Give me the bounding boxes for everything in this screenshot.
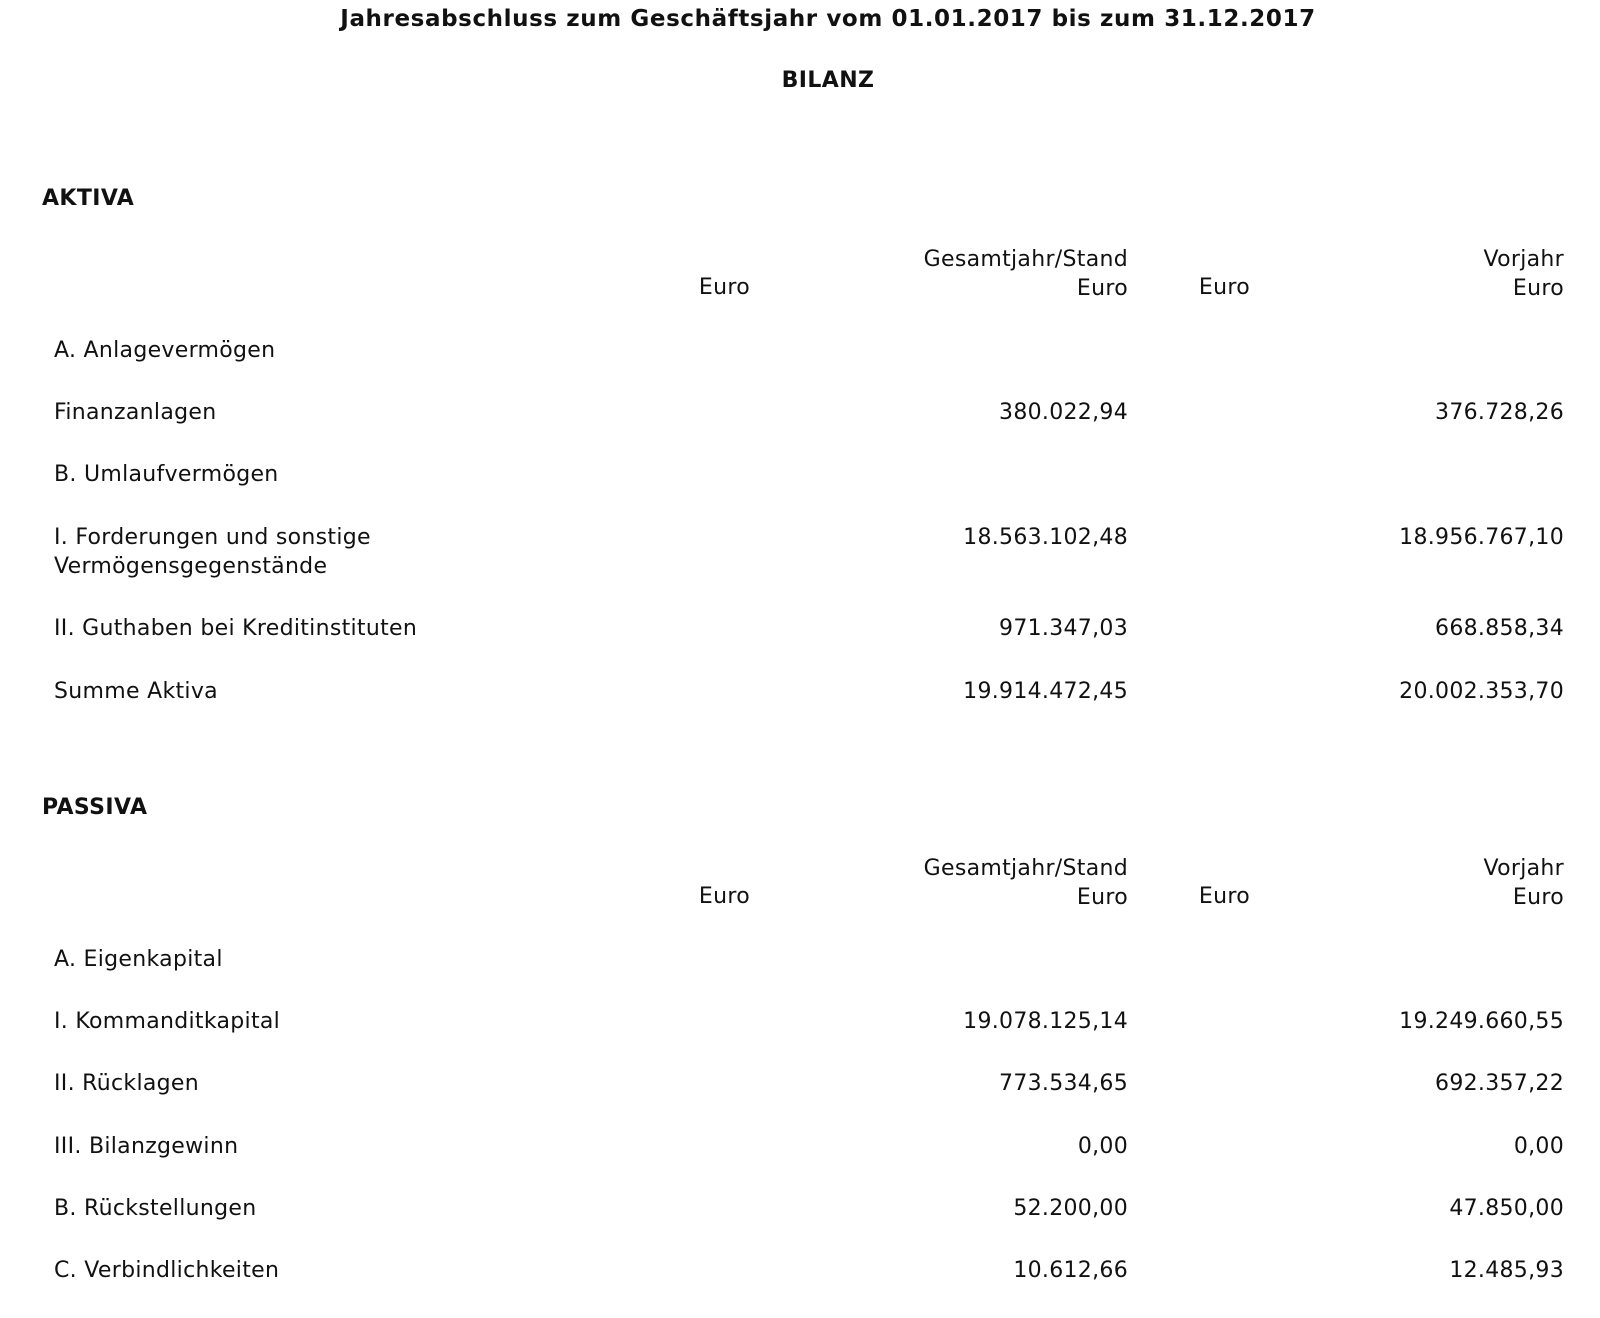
passiva-header-previous-unit: Euro <box>1512 885 1564 910</box>
row-label: III. Bilanzgewinn <box>54 1134 239 1159</box>
row-label: I. Kommanditkapital <box>54 1009 281 1034</box>
row-label: Summe Aktiva <box>54 679 218 704</box>
aktiva-header-previous-title: Vorjahr <box>1483 247 1564 272</box>
row-current-value: 380.022,94 <box>999 400 1128 425</box>
row-current-value: 18.563.102,48 <box>963 525 1128 550</box>
passiva-column-header <box>0 854 1600 916</box>
passiva-header-previous <box>1240 854 1564 912</box>
row-current-value: 971.347,03 <box>999 616 1128 641</box>
aktiva-header-euro-2: Euro <box>1198 275 1250 300</box>
aktiva-header-current-title: Gesamtjahr/Stand <box>923 247 1128 272</box>
passiva-header-euro-2: Euro <box>1198 884 1250 909</box>
row-previous-value: 47.850,00 <box>1449 1196 1564 1221</box>
row-current-value: 19.078.125,14 <box>963 1009 1128 1034</box>
row-current-value: 0,00 <box>1077 1134 1128 1159</box>
row-current-value: 19.914.472,45 <box>963 679 1128 704</box>
aktiva-column-header <box>0 245 1600 307</box>
row-previous-value: 18.956.767,10 <box>1399 525 1564 550</box>
row-previous-value: 20.002.353,70 <box>1399 679 1564 704</box>
row-label: Finanzanlagen <box>54 400 217 425</box>
row-label: B. Umlaufvermögen <box>54 462 279 487</box>
row-label: I. Forderungen und sonstige Vermögensgegenstände <box>54 525 371 579</box>
row-label: A. Anlagevermögen <box>54 338 276 363</box>
passiva-heading: PASSIVA <box>42 795 148 820</box>
row-current-value: 10.612,66 <box>1013 1258 1128 1283</box>
row-current-value: 773.534,65 <box>999 1071 1128 1096</box>
row-label: II. Rücklagen <box>54 1071 199 1096</box>
document-subtitle: BILANZ <box>781 68 875 93</box>
row-label: C. Verbindlichkeiten <box>54 1258 280 1283</box>
passiva-header-current-title: Gesamtjahr/Stand <box>923 856 1128 881</box>
row-label: B. Rückstellungen <box>54 1196 257 1221</box>
aktiva-heading: AKTIVA <box>42 186 135 211</box>
row-previous-value: 692.357,22 <box>1435 1071 1564 1096</box>
passiva-header-current-unit: Euro <box>1076 885 1128 910</box>
passiva-header-euro-1: Euro <box>698 884 750 909</box>
row-previous-value: 19.249.660,55 <box>1399 1009 1564 1034</box>
row-current-value: 52.200,00 <box>1013 1196 1128 1221</box>
row-label: A. Eigenkapital <box>54 947 223 972</box>
row-previous-value: 12.485,93 <box>1449 1258 1564 1283</box>
aktiva-header-current-unit: Euro <box>1076 276 1128 301</box>
row-previous-value: 668.858,34 <box>1435 616 1564 641</box>
row-previous-value: 376.728,26 <box>1435 400 1564 425</box>
document-title: Jahresabschluss zum Geschäftsjahr vom 01.01.2017 bis zum 31.12.2017 <box>340 6 1316 32</box>
row-previous-value: 0,00 <box>1513 1134 1564 1159</box>
passiva-header-previous-title: Vorjahr <box>1483 856 1564 881</box>
aktiva-header-previous-unit: Euro <box>1512 276 1564 301</box>
row-label: II. Guthaben bei Kreditinstituten <box>54 616 418 641</box>
aktiva-header-previous <box>1240 245 1564 303</box>
aktiva-header-euro-1: Euro <box>698 275 750 300</box>
